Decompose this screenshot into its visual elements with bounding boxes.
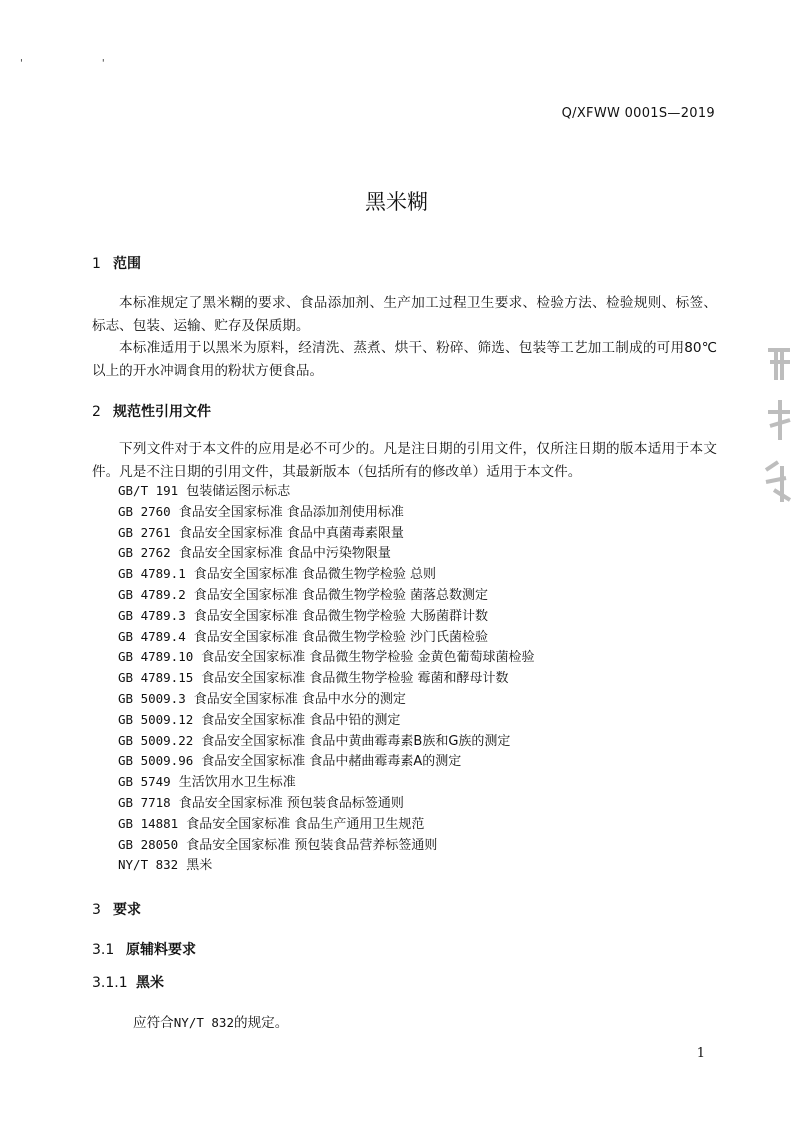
section-2-heading bbox=[92, 401, 211, 421]
scope-paragraph-1: 本标准规定了黑米糊的要求、食品添加剂、生产加工过程卫生要求、检验方法、检验规则、标签、标志、包装、运输、贮存及保质期。 bbox=[92, 295, 717, 334]
section-2-number: 2 bbox=[92, 404, 101, 420]
section-3-1-number: 3.1 bbox=[92, 942, 115, 958]
reference-item: GB 4789.4 食品安全国家标准 食品微生物学检验 沙门氏菌检验 bbox=[118, 628, 488, 645]
reference-item: GB 4789.15 食品安全国家标准 食品微生物学检验 霉菌和酵母计数 bbox=[118, 670, 509, 687]
reference-item: GB 14881 食品安全国家标准 食品生产通用卫生规范 bbox=[118, 815, 425, 832]
reference-item: GB 5009.3 食品安全国家标准 食品中水分的测定 bbox=[118, 690, 406, 707]
reference-item: NY/T 832 黑米 bbox=[118, 857, 213, 874]
section-3-1-1-heading bbox=[92, 972, 164, 992]
page-number: 1 bbox=[696, 1046, 705, 1061]
reference-item: GB 2760 食品安全国家标准 食品添加剂使用标准 bbox=[118, 503, 404, 520]
references-intro: 下列文件对于本文件的应用是必不可少的。凡是注日期的引用文件，仅所注日期的版本适用于本文件。凡是不注日期的引用文件，其最新版本（包括所有的修改单）适用于本文件。 bbox=[92, 441, 717, 480]
scan-marks: ' ' bbox=[20, 58, 143, 69]
section-1-heading bbox=[92, 253, 141, 273]
section-2-title: 规范性引用文件 bbox=[113, 404, 211, 420]
reference-item: GB 5749 生活饮用水卫生标准 bbox=[118, 774, 296, 791]
scope-paragraph-2: 本标准适用于以黑米为原料，经清洗、蒸煮、烘干、粉碎、筛选、包装等工艺加工制成的可用80℃以上的开水冲调食用的粉状方便食品。 bbox=[92, 340, 717, 379]
reference-item: GB 5009.12 食品安全国家标准 食品中铅的测定 bbox=[118, 711, 401, 728]
section-3-title: 要求 bbox=[113, 902, 141, 918]
black-rice-requirement: 应符合NY/T 832的规定。 bbox=[133, 1015, 289, 1031]
seal-stamp-fragment bbox=[756, 340, 793, 510]
reference-item: GB 4789.1 食品安全国家标准 食品微生物学检验 总则 bbox=[118, 566, 436, 583]
reference-item: GB 2762 食品安全国家标准 食品中污染物限量 bbox=[118, 545, 391, 562]
reference-item: GB 4789.3 食品安全国家标准 食品微生物学检验 大肠菌群计数 bbox=[118, 607, 488, 624]
section-1-title: 范围 bbox=[113, 256, 141, 272]
section-3-1-1-title: 黑米 bbox=[136, 975, 164, 991]
section-3-1-heading bbox=[92, 939, 196, 959]
standard-code: Q/XFWW 0001S—2019 bbox=[561, 106, 715, 121]
reference-item: GB 4789.2 食品安全国家标准 食品微生物学检验 菌落总数测定 bbox=[118, 586, 488, 603]
section-1-number: 1 bbox=[92, 256, 101, 272]
reference-item: GB 2761 食品安全国家标准 食品中真菌毒素限量 bbox=[118, 524, 404, 541]
section-3-heading bbox=[92, 899, 141, 919]
reference-item: GB/T 191 包装储运图示标志 bbox=[118, 483, 291, 499]
reference-list bbox=[118, 481, 535, 876]
reference-item: GB 28050 食品安全国家标准 预包装食品营养标签通则 bbox=[118, 836, 438, 853]
reference-item: GB 5009.96 食品安全国家标准 食品中赭曲霉毒素A的测定 bbox=[118, 753, 462, 770]
reference-item: GB 7718 食品安全国家标准 预包装食品标签通则 bbox=[118, 794, 404, 811]
section-3-number: 3 bbox=[92, 902, 101, 918]
document-title: 黑米糊 bbox=[365, 190, 428, 214]
reference-item: GB 4789.10 食品安全国家标准 食品微生物学检验 金黄色葡萄球菌检验 bbox=[118, 649, 535, 666]
section-3-1-1-number: 3.1.1 bbox=[92, 975, 128, 991]
section-3-1-title: 原辅料要求 bbox=[126, 942, 196, 958]
reference-item: GB 5009.22 食品安全国家标准 食品中黄曲霉毒素B族和G族的测定 bbox=[118, 732, 511, 749]
